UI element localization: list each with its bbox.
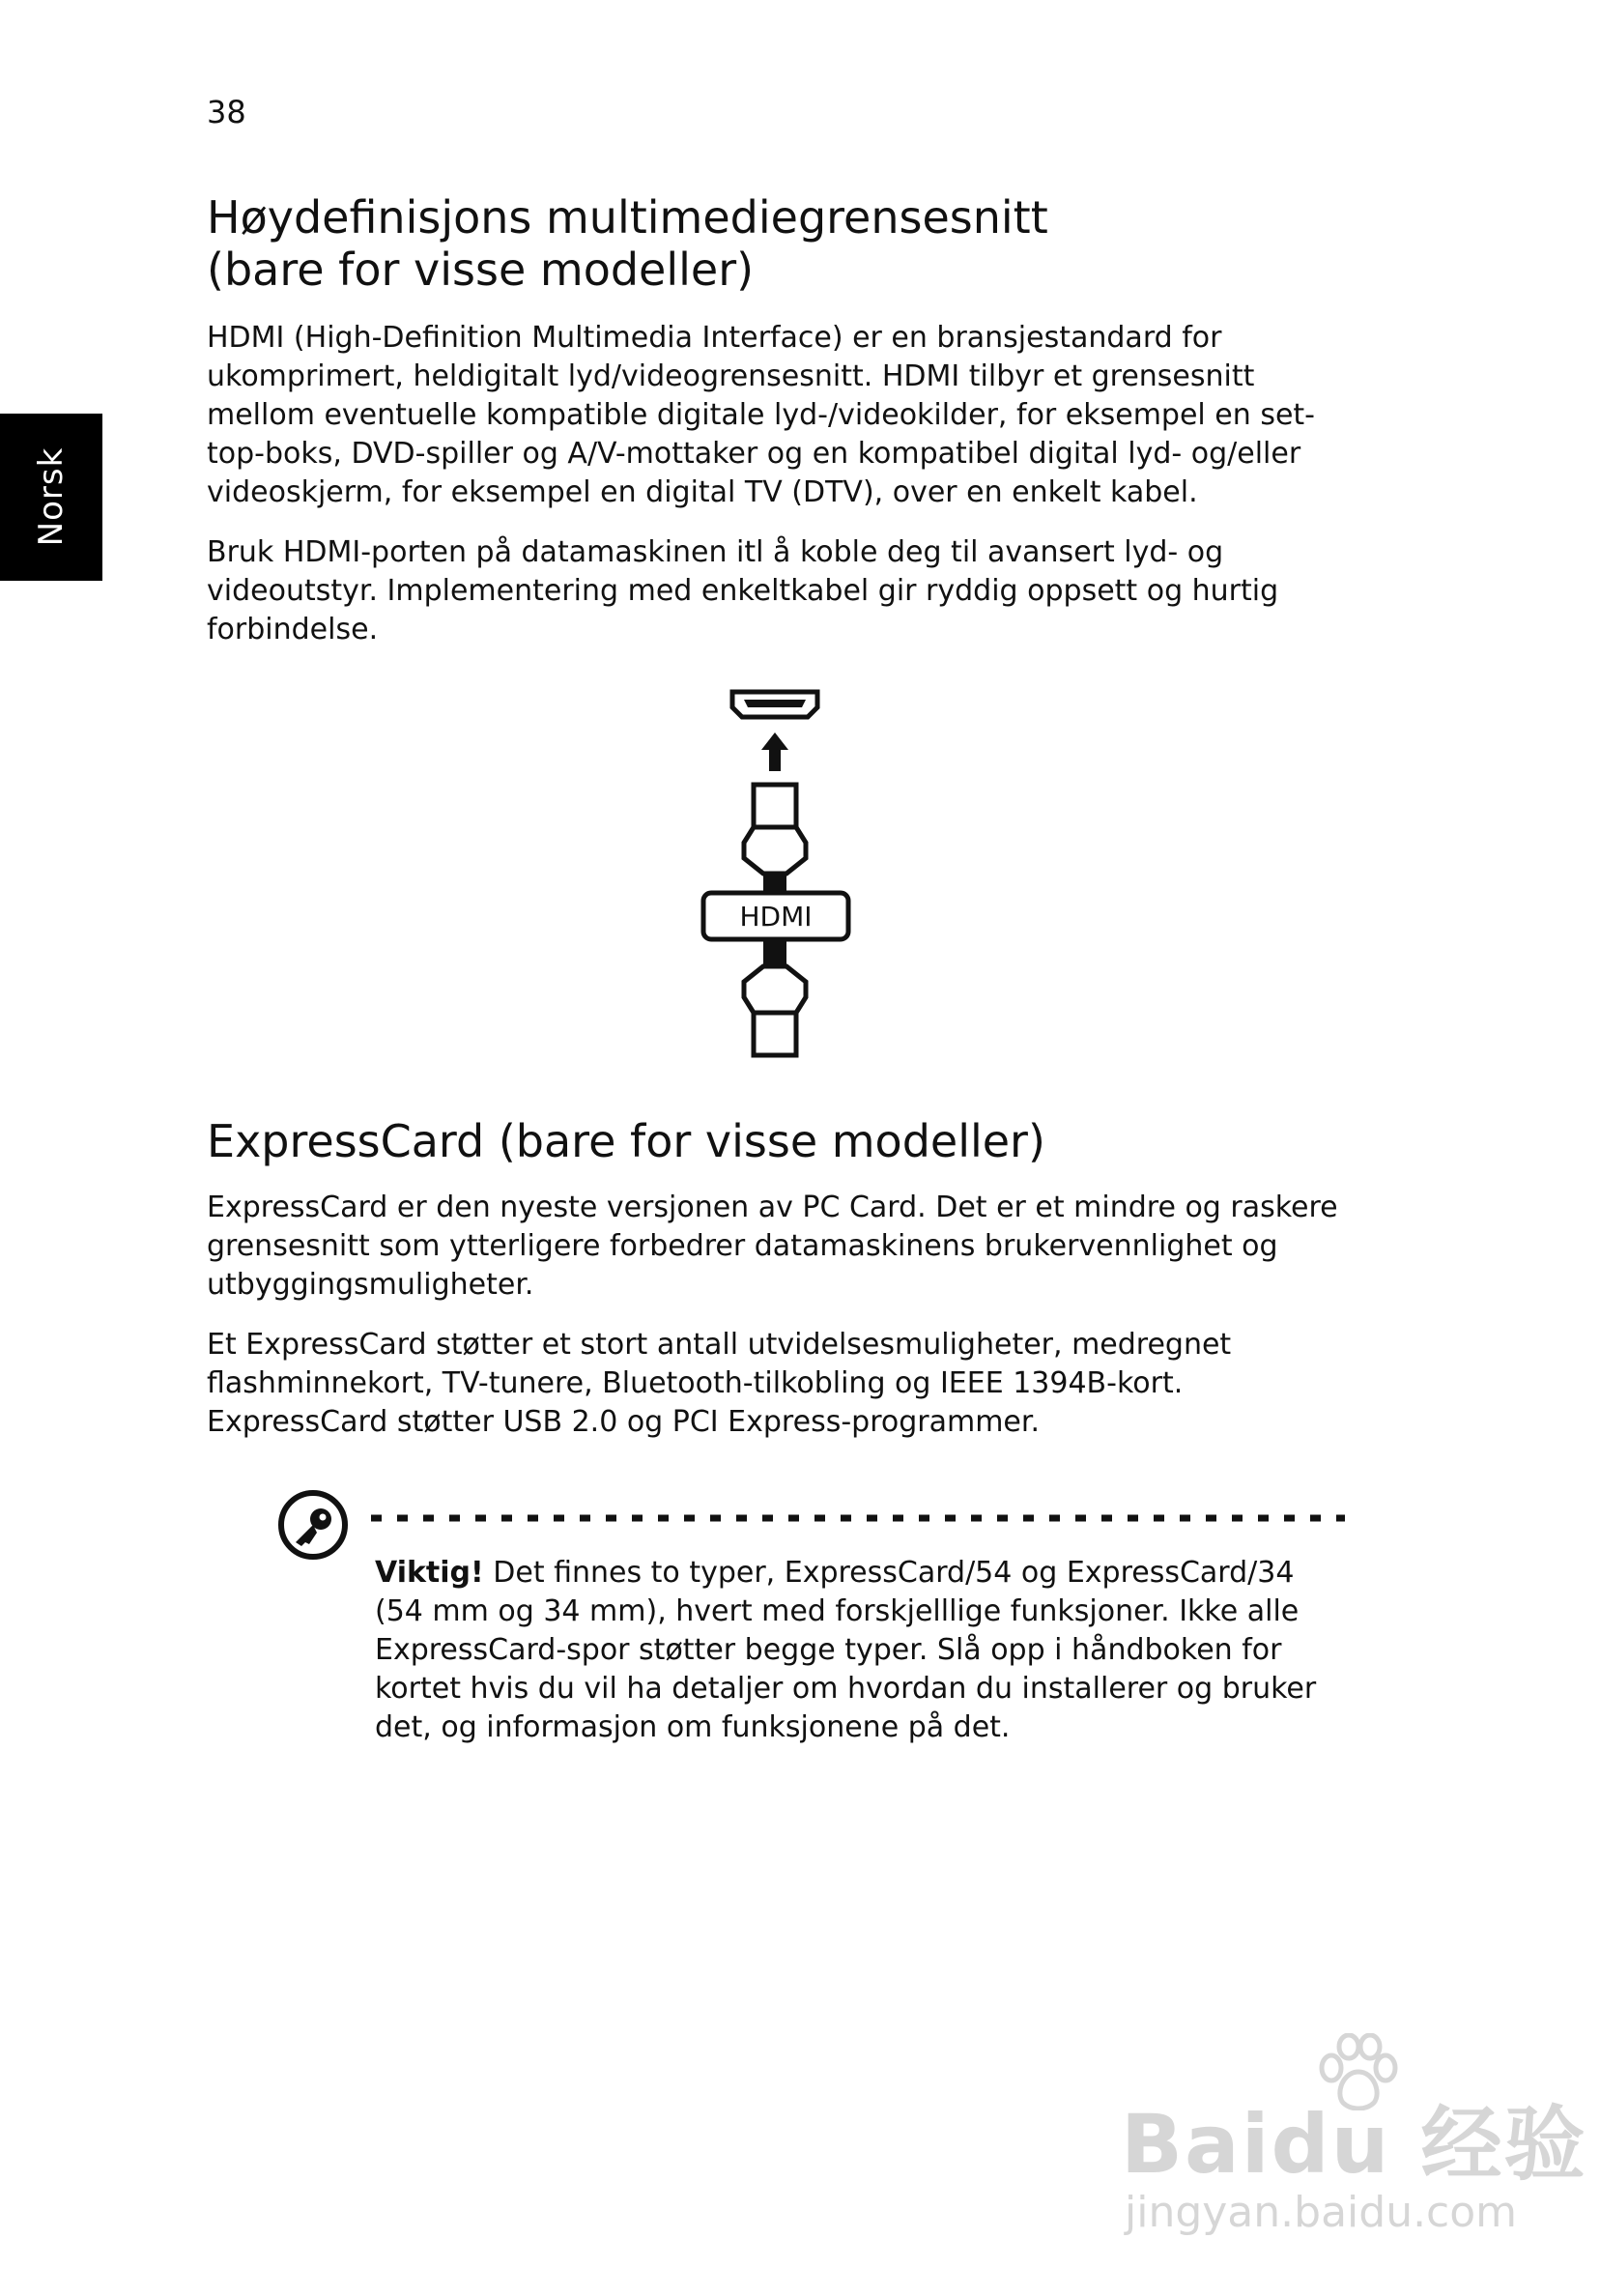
watermark-url: jingyan.baidu.com [1125, 2188, 1518, 2237]
hdmi-title-line1: Høydefinisjons multimediegrensesnitt [207, 191, 1048, 244]
page-number: 38 [207, 94, 246, 130]
side-tab-label: Norsk [32, 446, 71, 547]
expresscard-section-title: ExpressCard (bare for visse modeller) [207, 1115, 1045, 1167]
note-text [375, 1554, 1341, 1747]
language-side-tab [0, 414, 102, 581]
hdmi-paragraph-2: Bruk HDMI-porten på datamaskinen itl å koble deg til avansert lyd- og videoutstyr. Implementering med enkeltkabel gir ryddig oppsett og hurtig forbindelse. [207, 535, 1279, 646]
hdmi-section-title [207, 191, 1347, 296]
hdmi-label-text: HDMI [739, 901, 813, 933]
note-label: Viktig! [375, 1556, 484, 1590]
baidu-watermark [1121, 2033, 1587, 2255]
hdmi-paragraph-1: HDMI (High-Definition Multimedia Interface) er en bransjestandard for ukomprimert, heldigitalt lyd/videogrensesnitt. HDMI tilbyr et grensesnitt mellom eventuelle kompatible digitale lyd-/videokilder, for eksempel en set-top-boks, DVD-spiller og A/V-mottaker og en kompatibel digital lyd- og/eller videoskjerm, for eksempel en digital TV (DTV), over en enkelt kabel. [207, 321, 1315, 509]
watermark-brand: Baidu 经验 [1121, 2097, 1587, 2192]
key-note-icon [276, 1488, 350, 1562]
hdmi-title-line2: (bare for visse modeller) [207, 244, 755, 296]
hdmi-port-icon [732, 692, 817, 717]
hdmi-label-box [703, 893, 848, 939]
note-body: Det finnes to typer, ExpressCard/54 og ExpressCard/34 (54 mm og 34 mm), hvert med forskjelllige funksjoner. Ikke alle ExpressCard-spor støtter begge typer. Slå opp i håndboken for kortet hvis du vil ha detaljer om hvordan du installerer og bruker det, og informasjon om funksjonene på det. [375, 1556, 1317, 1744]
arrow-up-icon [761, 732, 788, 771]
cable-plug-bottom-icon [744, 939, 806, 1055]
expresscard-paragraph-2: Et ExpressCard støtter et stort antall utvidelsesmuligheter, medregnet flashminnekort, TV-tunere, Bluetooth-tilkobling og IEEE 1394B-kort. ExpressCard støtter USB 2.0 og PCI Express-programmer. [207, 1328, 1232, 1439]
hdmi-connector-illustration [696, 678, 860, 1065]
note-dotted-divider [369, 1513, 1347, 1523]
expresscard-paragraph-1: ExpressCard er den nyeste versjonen av PC Card. Det er et mindre og raskere grensesnitt som ytterligere forbedrer datamaskinens brukervennlighet og utbyggingsmuligheter. [207, 1191, 1338, 1302]
cable-plug-top-icon [744, 785, 806, 895]
